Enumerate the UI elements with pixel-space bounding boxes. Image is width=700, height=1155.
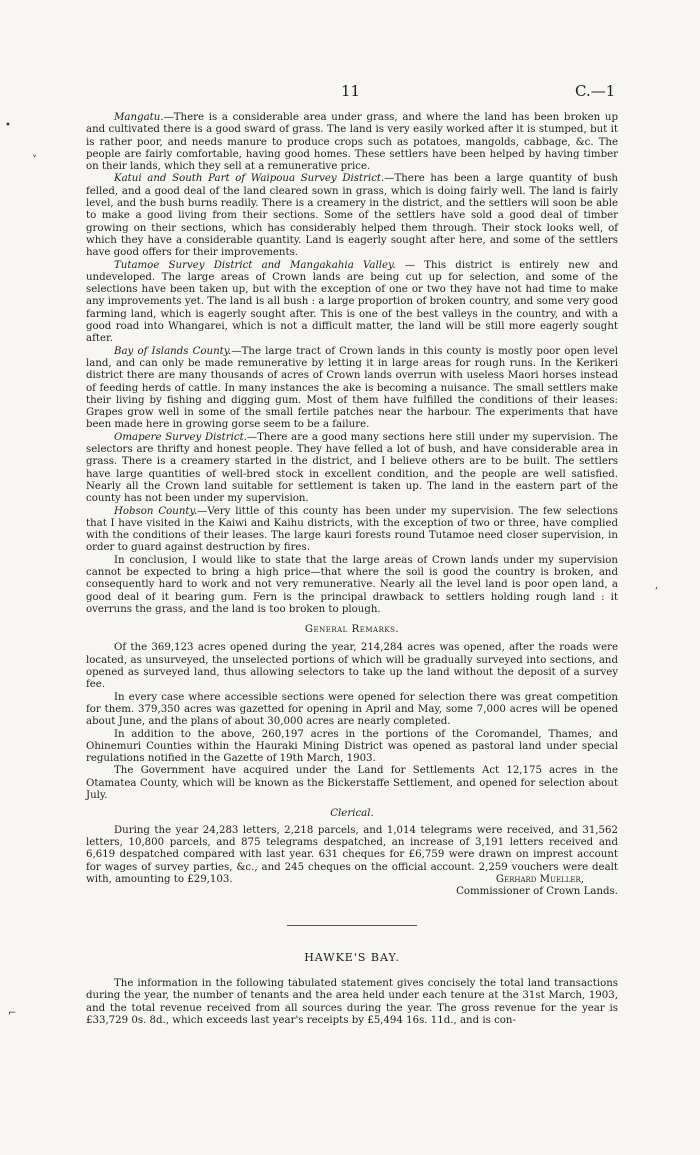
page-header [0,82,700,102]
paragraph-omapere [86,432,618,506]
paragraph-text: —There has been a large quantity of bush felled, and a good deal of the land cleared sown in grass, which is doing fairly well. The land is fairly level, and the bush burns readily. There is a creamery in the district, and the settlers will soon be able to make a good living from their sections. Some of the settlers have sold a good deal of timber growing on their sections, which has considerably helped them through. Their stock looks well, of which they have a considerable quantity. Land is eagerly sought after here, and some of the settlers have good offers for their improvements. [86,173,618,259]
paragraph-text: —There is a considerable area under grass, and where the land has been broken up and cultivated there is a good sward of grass. The land is very easily worked after it is stumped, but it is rather poor, and needs manure to produce crops such as potatoes, mangolds, cabbage, &c. The people are fairly comfortable, having good homes. These settlers have been helped by having timber on their lands, which they sell at a remunerative price. [86,112,618,173]
paragraph-lead: Bay of Islands County. [114,345,232,357]
paragraph-text: —The large tract of Crown lands in this county is mostly poor open level land, and can only be made remunerative by letting it in large areas for rough runs. In the Kerikeri district there are many thousands of acres of Crown lands overrun with useless Maori horses instead of feeding herds of cattle. In many instances the ake is becoming a nuisance. The small settlers make their living by fishing and digging gum. Most of them have fulfilled the conditions of their leases: Grapes grow well in some of the small fertile patches near the harbour. The experiments that have been made here in growing gorse seem to be a failure. [86,345,618,431]
paragraph-hobson [86,506,618,555]
page-reference: C.—1 [575,82,616,100]
paragraph-text: In conclusion, I would like to state that the large areas of Crown lands under my supervision cannot be expected to bring a high price—that where the soil is good the country is broken, and consequently hard to work and not very remunerative. Nearly all the level land is poor open land, a good deal of it bearing gum. Fern is the principal drawback to settlers holding rough land : it overruns the grass, and the land is too broken to plough. [86,554,618,615]
paragraph-mangatu [86,112,618,173]
hawkes-bay-paragraph: The information in the following tabulated statement gives concisely the total land transactions during the year, the number of tenants and the area held under each tenure at the 31st March, 1903, and the total revenue received from all sources during the year. The gross revenue for the year is £33,729 0s. 8d., which exceeds last year's receipts by £5,494 16s. 11d., and is con- [86,978,618,1026]
general-remarks-paragraph: Of the 369,123 acres opened during the year, 214,284 acres was opened, after the roads were located, as unsurveyed, the unselected portions of which will be gradually surveyed into sections, and opened as surveyed land, thus allowing selectors to take up the land without the deposit of a survey fee. [86,642,618,691]
paragraph-lead: Tutamoe Survey District and Mangakahia Valley. [114,259,396,271]
margin-mark: • [5,120,11,131]
margin-mark: , [655,580,659,591]
margin-mark: ⌐ [8,1008,17,1019]
clerical-heading: Clerical. [330,808,374,820]
signature-name: Gerhard Mueller, [495,874,584,886]
section-divider [287,925,417,926]
paragraph-tutamoe [86,260,618,346]
margin-mark: ˅ [32,155,37,166]
paragraph-lead: Mangatu. [114,112,164,123]
page-number: 11 [341,82,361,100]
paragraph-text: —Very little of this county has been under my supervision. The few selections that I have visited in the Kaiwi and Kaihu districts, with the exception of two or three, have complied with the conditions of their leases. The large kauri forests round Tutamoe need closer supervision, in order to guard against destruction by fires. [86,505,618,554]
hawkes-bay-heading: HAWKE'S BAY. [304,950,400,964]
paragraph-lead: Katui and South Part of Waipoua Survey District. [114,173,385,185]
paragraph-katui [86,173,618,259]
clerical-paragraph: During the year 24,283 letters, 2,218 parcels, and 1,014 telegrams were received, and 31,562 letters, 10,800 parcels, and 875 telegrams despatched, an increase of 3,191 letters received and 6,619 despatched compared with last year. 631 cheques for £6,759 were drawn on imprest account for wages of survey parties, &c., and 245 cheques on the official account. 2,259 vouchers were dealt with, amounting to £29,103. [86,824,618,885]
paragraph-text: —There are a good many sections here still under my supervision. The selectors are thrifty and honest people. They have felled a lot of bush, and have considerable area in grass. There is a creamery started in the district, and I believe others are to be built. The settlers have large quantities of well-bred stock in excellent condition, and the people are well satisfied. Nearly all the Crown land suitable for settlement is taken up. The land in the eastern part of the county has not been under my supervision. [86,431,618,505]
general-remarks-paragraph: The Government have acquired under the Land for Settlements Act 12,175 acres in the Otamatea County, which will be known as the Bickerstaffe Settlement, and opened for selection about July. [86,765,618,802]
document-body [86,112,618,1027]
signature-title: Commissioner of Crown Lands. [456,886,618,898]
general-remarks-paragraph: In every case where accessible sections were opened for selection there was great competition for them. 379,350 acres was gazetted for opening in April and May, some 7,000 acres will be opened about June, and the plans of about 30,000 acres are nearly completed. [86,691,618,728]
paragraph-text: — This district is entirely new and undeveloped. The large areas of Crown lands are being cut up for selection, and some of the selections have been taken up, but with the exception of one or two they have not had time to make any improvements yet. The land is all bush : a large proportion of broken country, and some very good farming land, which is eagerly sought after. This is one of the best valleys in the country, and with a good road into Whangarei, which is not a difficult matter, the land will be still more eagerly sought after. [86,259,618,345]
general-remarks-paragraph: In addition to the above, 260,197 acres in the portions of the Coromandel, Thames, and Ohinemuri Counties within the Hauraki Mining District was opened as pastoral land under special regulations notified in the Gazette of 19th March, 1903. [86,728,618,765]
general-remarks-heading: General Remarks. [304,624,400,636]
paragraph-bay-of-islands [86,346,618,432]
paragraph-lead: Omapere Survey District. [114,431,247,443]
paragraph-conclusion [86,555,618,616]
paragraph-lead: Hobson County. [114,505,198,517]
